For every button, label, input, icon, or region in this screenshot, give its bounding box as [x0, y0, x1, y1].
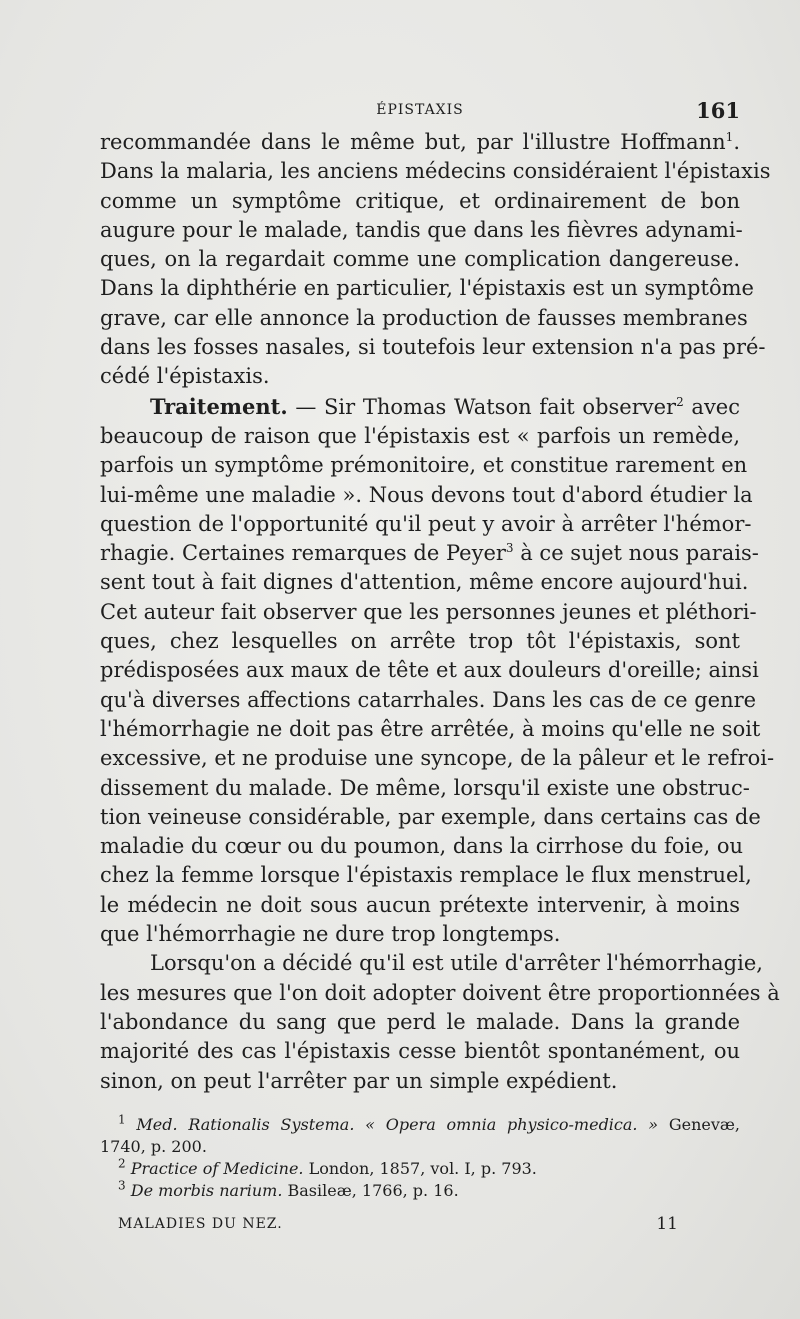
footnotes [100, 1114, 740, 1202]
text-line: l'abondance du sang que perd le malade. Dans la grande [100, 1009, 740, 1034]
footnote-title: Med. Rationalis Systema. « Opera omnia physico-medica. » [136, 1115, 659, 1134]
text-line: comme un symptôme critique, et ordinairement de bon [100, 188, 740, 213]
text-line: ques, chez lesquelles on arrête trop tôt l'épistaxis, sont [100, 629, 740, 654]
text-line: Dans la malaria, les anciens médecins considéraient l'épistaxis [100, 159, 771, 184]
text-line: cédé l'épistaxis. [100, 364, 270, 389]
text-line: dans les fosses nasales, si toutefois leur extension n'a pas pré- [100, 335, 766, 360]
text-span: avec [683, 394, 740, 419]
text-line [100, 128, 740, 157]
footnote-text: Genevæ, [658, 1115, 741, 1134]
footnote-text: Basileæ, 1766, p. 16. [282, 1181, 459, 1200]
text-span: recommandée dans le même but, par l'illustre Hoffmann [100, 130, 726, 154]
page-number: 161 [696, 98, 740, 123]
footnote-text: London, 1857, vol. I, p. 793. [303, 1159, 537, 1178]
text-line: grave, car elle annonce la production de fausses membranes [100, 305, 748, 330]
paragraph-1 [100, 128, 771, 392]
footnote-number: 1 [118, 1112, 126, 1127]
text-line: l'hémorrhagie ne doit pas être arrêtée, à moins qu'elle ne soit [100, 716, 761, 741]
text-line: dissement du malade. De même, lorsqu'il existe une obstruc- [100, 775, 750, 800]
text-line: Dans la diphthérie en particulier, l'épistaxis est un symptôme [100, 276, 754, 301]
text-line: majorité des cas l'épistaxis cesse bientôt spontanément, ou [100, 1039, 740, 1064]
text-line: les mesures que l'on doit adopter doivent être proportionnées à [100, 980, 780, 1005]
text-line: sinon, on peut l'arrêter par un simple expédient. [100, 1068, 618, 1093]
footnote-1-cont: 1740, p. 200. [100, 1137, 207, 1156]
text-line: le médecin ne doit sous aucun prétexte intervenir, à moins [100, 892, 740, 917]
footnote-ref: 2 [676, 394, 684, 409]
text-line [100, 392, 740, 422]
text-line: tion veineuse considérable, par exemple, dans certains cas de [100, 804, 761, 829]
running-title: ÉPISTAXIS [376, 102, 464, 118]
text-line: chez la femme lorsque l'épistaxis remplace le flux menstruel, [100, 863, 752, 888]
footnote-1 [100, 1114, 740, 1136]
footnote-number: 2 [118, 1156, 126, 1171]
text-line: qu'à diverses affections catarrhales. Dans les cas de ce genre [100, 687, 757, 712]
text-line [100, 539, 759, 568]
text-span: rhagie. Certaines remarques de Peyer [100, 541, 506, 566]
text-line: parfois un symptôme prémonitoire, et constitue rarement en [100, 453, 748, 478]
text-span: à ce sujet nous parais- [513, 541, 759, 566]
footnote-title: Practice of Medicine. [130, 1159, 304, 1178]
text-line: que l'hémorrhagie ne dure trop longtemps. [100, 922, 561, 947]
footnote-title: De morbis narium. [130, 1181, 283, 1200]
text-line: prédisposées aux maux de tête et aux douleurs d'oreille; ainsi [100, 658, 759, 683]
text-span: — Sir Thomas Watson fait observer [287, 394, 677, 419]
text-line: maladie du cœur ou du poumon, dans la cirrhose du foie, ou [100, 834, 744, 859]
signature-number: 11 [656, 1214, 678, 1234]
signature-line [118, 1214, 678, 1236]
section-heading: Traitement. [150, 393, 288, 419]
running-head [100, 98, 740, 122]
body-text [100, 128, 780, 1096]
text-line: augure pour le malade, tandis que dans les fièvres adynami- [100, 217, 743, 242]
footnote-ref: 1 [725, 130, 734, 144]
footnote-2 [100, 1158, 740, 1180]
text-line: beaucoup de raison que l'épistaxis est « parfois un remède, [100, 423, 740, 448]
paragraph-2 [100, 392, 775, 950]
footnote-number: 3 [118, 1178, 126, 1193]
paragraph-3 [100, 949, 780, 1095]
text-line: excessive, et ne produise une syncope, de la pâleur et le refroi- [100, 746, 775, 771]
text-line: Cet auteur fait observer que les personnes jeunes et pléthori- [100, 599, 757, 624]
text-line: question de l'opportunité qu'il peut y avoir à arrêter l'hémor- [100, 511, 752, 536]
text-line: sent tout à fait dignes d'attention, même encore aujourd'hui. [100, 570, 749, 595]
signature-label: MALADIES DU NEZ. [118, 1216, 283, 1232]
footnote-3 [100, 1180, 740, 1202]
footnote-ref: 3 [505, 541, 514, 556]
text-line: Lorsqu'on a décidé qu'il est utile d'arrêter l'hémorrhagie, [150, 951, 763, 976]
text-line: lui-même une maladie ». Nous devons tout d'abord étudier la [100, 482, 753, 507]
text-span: . [733, 130, 740, 154]
text-line: ques, on la regardait comme une complication dangereuse. [100, 247, 740, 272]
